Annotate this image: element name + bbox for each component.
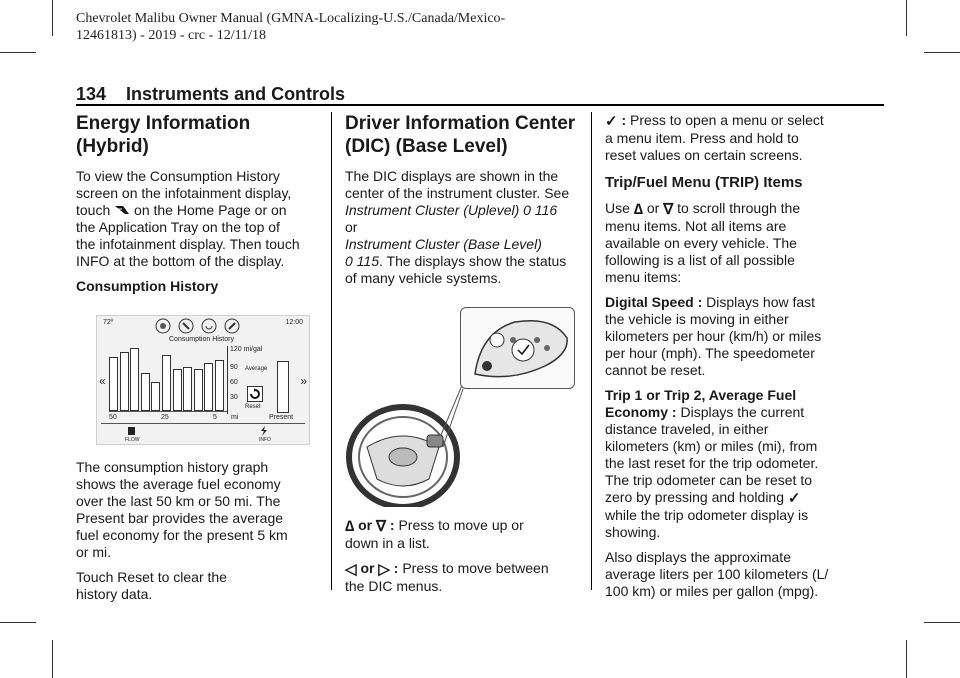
- controls-inset: [460, 307, 575, 389]
- text-line: the vehicle is moving in either: [605, 311, 789, 327]
- text-line: center of the instrument cluster. See: [345, 185, 570, 201]
- paragraph-graph: [76, 459, 316, 561]
- section-title-energy: [76, 112, 316, 158]
- page-heading: [76, 84, 345, 105]
- column-divider: [331, 112, 332, 590]
- text-line: showing.: [605, 524, 661, 540]
- page-title: Instruments and Controls: [126, 84, 346, 104]
- x-tick: 5: [213, 414, 217, 421]
- text-line: on the Home Page or on: [134, 202, 287, 218]
- text-colon: :: [393, 560, 399, 576]
- text-line: per hour (mph). The speedometer: [605, 345, 815, 361]
- present-label: Present: [269, 414, 294, 421]
- paragraph-average-liters: [605, 549, 850, 600]
- text-line: Press to move up or: [398, 517, 524, 533]
- paragraph-select: [605, 112, 850, 164]
- text-line: The trip odometer can be reset to: [605, 472, 812, 488]
- paragraph-digital-speed: [605, 294, 850, 379]
- check-icon: ✓: [605, 113, 618, 130]
- title-line: Driver Information Center: [345, 113, 576, 134]
- crop-mark: [906, 0, 907, 36]
- subheading-trip-fuel-menu: Trip/Fuel Menu (TRIP) Items: [605, 174, 803, 191]
- text-line: INFO at the bottom of the display.: [76, 253, 285, 269]
- text-line: To view the Consumption History: [76, 168, 280, 184]
- reset-label: Reset: [245, 404, 261, 410]
- text-line: Also displays the approximate: [605, 549, 791, 565]
- section-title-dic: [345, 112, 585, 158]
- page-number: 134: [76, 84, 107, 104]
- text-line: kilometers per hour (km/h) or miles: [605, 328, 822, 344]
- text-line: menu items:: [605, 269, 682, 285]
- crop-mark: [924, 52, 960, 53]
- history-bar: [194, 369, 203, 411]
- crop-mark: [0, 52, 36, 53]
- text-line: The consumption history graph: [76, 459, 269, 475]
- chevron-left-icon: «: [99, 374, 106, 388]
- screen-time: 12:00: [285, 319, 303, 326]
- x-tick: 25: [161, 414, 169, 421]
- text-line: The DIC displays are shown in the: [345, 168, 559, 184]
- text-line: cannot be reset.: [605, 362, 706, 378]
- flow-label: FLOW: [125, 437, 140, 443]
- arrow-up-icon: ∆: [345, 518, 355, 535]
- history-bar: [109, 357, 118, 411]
- title-line: (DIC) (Base Level): [345, 136, 508, 157]
- text-line: the DIC menus.: [345, 578, 443, 594]
- page-reference: 0 116: [523, 202, 558, 218]
- screen-title: Consumption History: [169, 336, 234, 343]
- title-line: (Hybrid): [76, 136, 149, 157]
- text-or: or: [646, 200, 660, 216]
- label-trip-fuel-economy: Trip 1 or Trip 2, Average Fuel: [605, 387, 797, 403]
- text-line: the Application Tray on the top of: [76, 219, 280, 235]
- screen-app-icons: [155, 318, 245, 336]
- chevron-right-icon: »: [300, 374, 307, 388]
- arrow-right-icon: ▷: [378, 561, 390, 578]
- text-line: menu items. Not all items are: [605, 218, 787, 234]
- arrow-up-icon: ∆: [633, 201, 643, 218]
- column-trip-fuel: [605, 112, 850, 608]
- screen-temperature: 72º: [103, 319, 114, 326]
- subheading-consumption-history: Consumption History: [76, 278, 219, 294]
- link-instrument-cluster-uplevel[interactable]: Instrument Cluster (Uplevel): [345, 202, 520, 218]
- text-line: 100 km) or miles per gallon (mpg).: [605, 583, 819, 599]
- text-or: or: [360, 560, 375, 576]
- text-line: kilometers (km) or miles (mi), from: [605, 438, 818, 454]
- text-line: of many vehicle systems.: [345, 270, 502, 286]
- history-bar: [183, 367, 192, 411]
- present-bar: [277, 361, 289, 413]
- history-bar: [130, 348, 139, 411]
- steering-wheel-illustration: [345, 307, 585, 507]
- paragraph-dic-intro: [345, 168, 585, 287]
- doc-header-line-1: Chevrolet Malibu Owner Manual (GMNA-Localizing-U.S./Canada/Mexico-: [76, 11, 506, 26]
- history-bar: [120, 352, 129, 411]
- x-unit: mi: [231, 414, 239, 421]
- text-line: touch: [76, 202, 111, 218]
- text-line: while the trip odometer display is: [605, 507, 809, 523]
- divider: [101, 423, 305, 424]
- page-reference: 0 115: [345, 253, 379, 269]
- text-line: screen on the infotainment display,: [76, 185, 292, 201]
- text-line: Press to open a menu or select: [630, 112, 824, 128]
- reset-button[interactable]: [247, 386, 263, 402]
- history-bar: [215, 360, 224, 411]
- label-trip-fuel-economy: Economy :: [605, 404, 677, 420]
- text-line: Present bar provides the average: [76, 510, 284, 526]
- text-line: down in a list.: [345, 535, 430, 551]
- text-line: the infotainment display. Then touch: [76, 236, 300, 252]
- text-line: reset values on certain screens.: [605, 147, 803, 163]
- crop-mark: [0, 622, 36, 623]
- axis-tick: 60: [230, 379, 238, 386]
- text-line: to scroll through the: [677, 200, 801, 216]
- paragraph-up-down: [345, 517, 585, 552]
- history-bar: [173, 369, 182, 411]
- text-line: distance traveled, in either: [605, 421, 769, 437]
- text-line: Displays how fast: [706, 294, 816, 310]
- text-line: the last reset for the trip odometer.: [605, 455, 819, 471]
- text-line: . The displays show the status: [379, 253, 567, 269]
- average-label: Average: [245, 366, 268, 372]
- crop-mark: [906, 640, 907, 678]
- text-or: or: [358, 517, 373, 533]
- check-icon: ✓: [787, 490, 801, 507]
- history-bar: [204, 363, 213, 411]
- crop-mark: [52, 640, 53, 678]
- heading-rule: [76, 104, 884, 106]
- column-dic-base-level: [345, 112, 585, 603]
- consumption-history-screen: [96, 315, 310, 445]
- text-line: Press to move between: [402, 560, 549, 576]
- text-use: Use: [605, 200, 630, 216]
- text-line: Displays the current: [680, 404, 805, 420]
- arrow-down-icon: ∇: [663, 201, 674, 218]
- text-line: following is a list of all possible: [605, 252, 795, 268]
- paragraph-left-right: [345, 560, 585, 595]
- text-colon: :: [621, 112, 627, 128]
- axis-label: 120 mi/gal: [230, 346, 263, 353]
- text-line: fuel economy for the present 5 km: [76, 527, 288, 543]
- text-line: zero by pressing and holding: [605, 489, 785, 505]
- text-line: Touch Reset to clear the: [76, 569, 227, 585]
- paragraph-trip-fuel-economy: [605, 387, 850, 541]
- info-label: INFO: [259, 437, 271, 443]
- doc-header-line-2: 12461813) - 2019 - crc - 12/11/18: [76, 28, 266, 43]
- x-tick: 50: [109, 414, 117, 421]
- label-digital-speed: Digital Speed :: [605, 294, 703, 310]
- energy-app-icon: [114, 203, 130, 215]
- text-colon: :: [389, 517, 395, 533]
- history-bar: [162, 355, 171, 411]
- text-line: or: [345, 219, 358, 235]
- paragraph-intro: [76, 168, 316, 270]
- axis-tick: 30: [230, 394, 238, 401]
- text-line: or mi.: [76, 544, 111, 560]
- arrow-down-icon: ∇: [375, 518, 387, 535]
- history-bar: [151, 382, 160, 411]
- crop-mark: [52, 0, 53, 36]
- history-bar: [141, 373, 150, 411]
- link-instrument-cluster-base[interactable]: Instrument Cluster (Base Level): [345, 236, 542, 252]
- title-line: Energy Information: [76, 113, 251, 134]
- axis-line: [227, 346, 228, 414]
- column-energy-information: [76, 112, 316, 611]
- crop-mark: [924, 622, 960, 623]
- axis-tick: 90: [230, 364, 238, 371]
- paragraph-reset: [76, 569, 316, 603]
- column-divider: [591, 112, 592, 590]
- text-line: over the last 50 km or 50 mi. The: [76, 493, 281, 509]
- text-line: history data.: [76, 586, 153, 602]
- arrow-left-icon: ◁: [345, 561, 357, 578]
- text-line: a menu item. Press and hold to: [605, 130, 799, 146]
- paragraph-scroll: [605, 200, 850, 286]
- history-bars: [109, 348, 227, 412]
- text-line: average liters per 100 kilometers (L/: [605, 566, 829, 582]
- text-line: available on every vehicle. The: [605, 235, 797, 251]
- text-line: shows the average fuel economy: [76, 476, 281, 492]
